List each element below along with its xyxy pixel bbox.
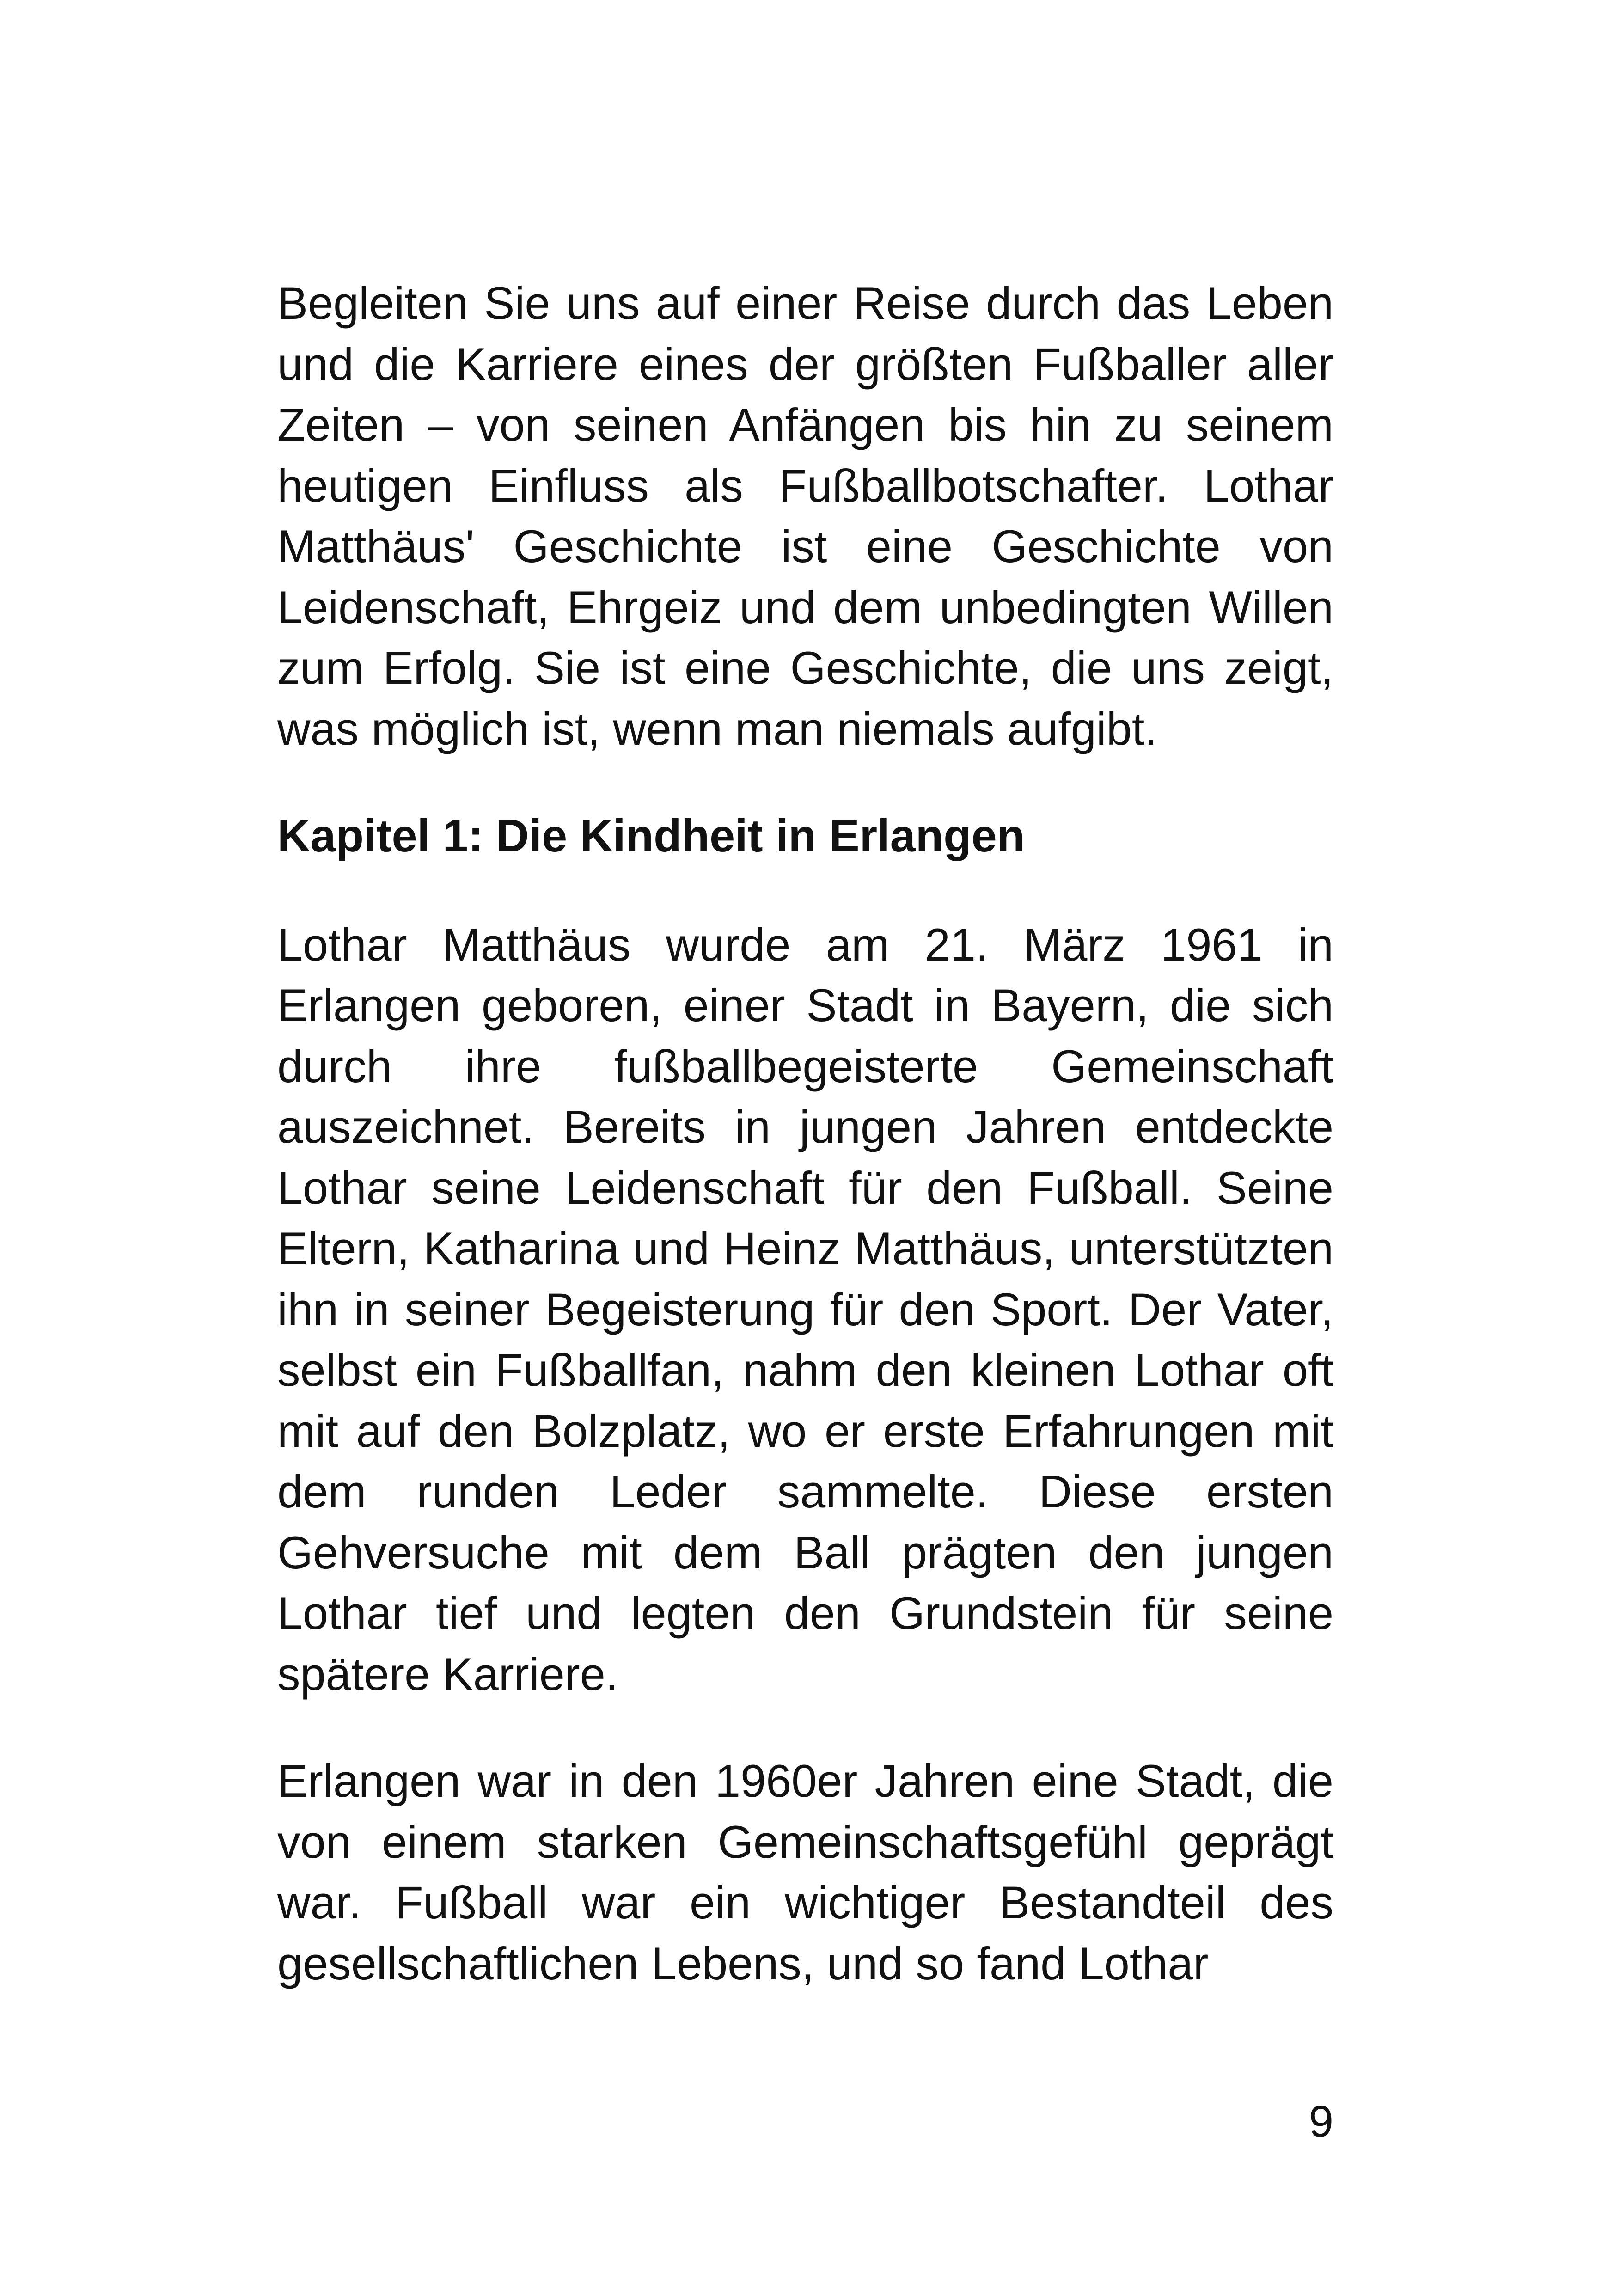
chapter-paragraph: Erlangen war in den 1960er Jahren eine Stadt, die von einem starken Gemeinschaftsgefühl geprägt war. Fußball war ein wichtiger Bestandteil des gesellschaftlichen Lebens, und so fand Lothar: [277, 1755, 1333, 1989]
chapter-heading: Kapitel 1: Die Kindheit in Erlangen: [277, 810, 1025, 861]
intro-paragraph: Begleiten Sie uns auf einer Reise durch das Leben und die Karriere eines der größten Fußballer aller Zeiten – von seinen Anfängen bis hin zu seinem heutigen Einfluss als Fußballbotschafter. Lothar Matthäus' Geschichte ist eine Geschichte von Leidenschaft, Ehrgeiz und dem unbedingten Willen zum Erfolg. Sie ist eine Geschichte, die uns zeigt, was möglich ist, wenn man niemals aufgibt.: [277, 277, 1333, 754]
chapter-paragraph: Lothar Matthäus wurde am 21. März 1961 in Erlangen geboren, einer Stadt in Bayern, die sich durch ihre fußballbegeisterte Gemeinschaft auszeichnet. Bereits in jungen Jahren entdeckte Lothar seine Leidenschaft für den Fußball. Seine Eltern, Katharina und Heinz Matthäus, unterstützten ihn in seiner Begeisterung für den Sport. Der Vater, selbst ein Fußballfan, nahm den kleinen Lothar oft mit auf den Bolzplatz, wo er erste Erfahrungen mit dem runden Leder sammelte. Diese ersten Gehversuche mit dem Ball prägten den jungen Lothar tief und legten den Grundstein für seine spätere Karriere.: [277, 918, 1333, 1700]
page-body: [277, 273, 1333, 1994]
page-number: 9: [1308, 2097, 1333, 2146]
